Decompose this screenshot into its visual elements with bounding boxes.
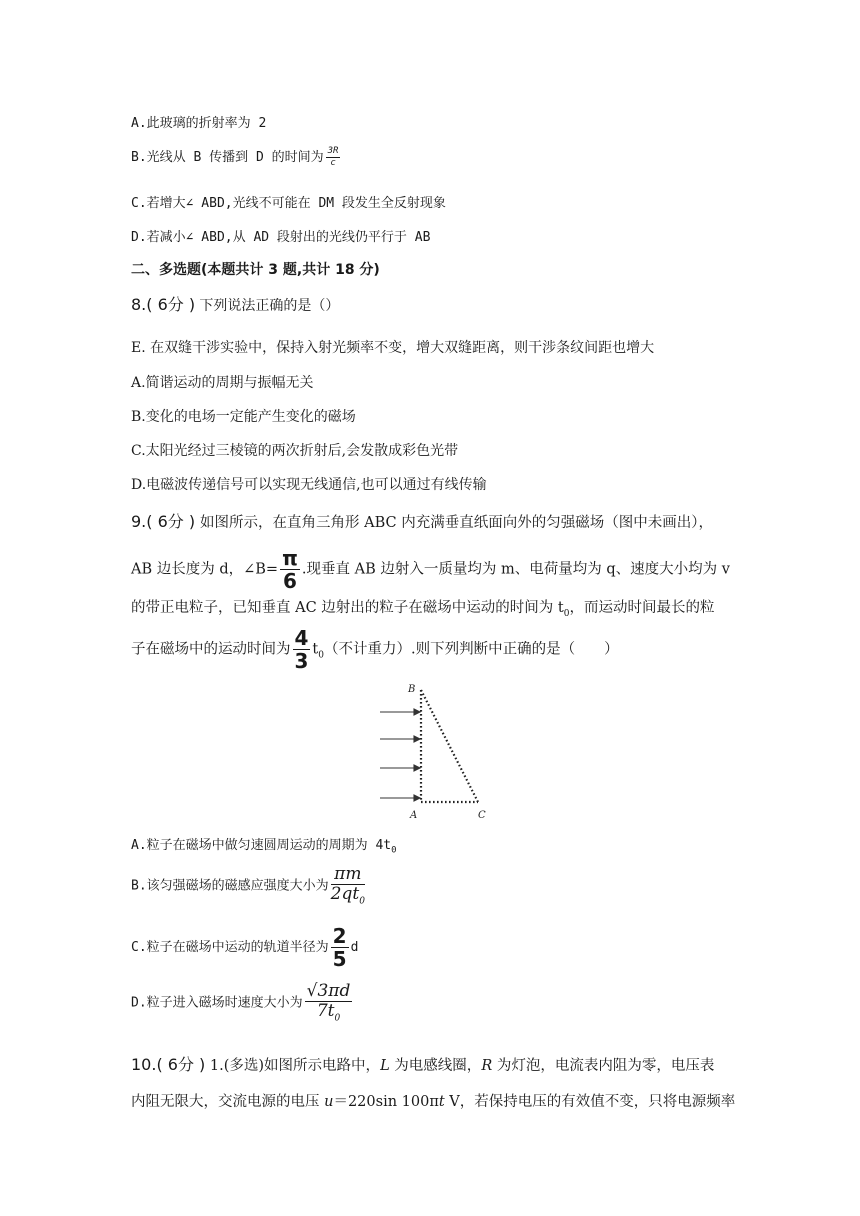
arrow-head <box>414 736 420 742</box>
question-number: 10. <box>131 1055 157 1074</box>
triangle-figure <box>370 680 510 822</box>
side-bc <box>421 690 478 802</box>
arrow-head <box>414 795 420 801</box>
arrow-head <box>414 709 420 715</box>
q7-option-a: A.此玻璃的折射率为 2 <box>131 116 267 131</box>
q9-line-1: 9.( 6分 ) 如图所示，在直角三角形 ABC 内充满垂直纸面向外的匀强磁场（图中未画出）， <box>131 512 714 531</box>
question-number: 8. <box>131 295 147 314</box>
q7-option-c: C.若增大∠ ABD,光线不可能在 DM 段发生全反射现象 <box>131 196 446 211</box>
arrow-head <box>414 765 420 771</box>
q10-line-1: 10.( 6分 ) 1.(多选)如图所示电路中，L 为电感线圈，R 为灯泡，电流表内阻为零，电压表 <box>131 1055 715 1074</box>
fraction: $\frac{√3\pi d}{7t_0}$ <box>306 981 351 1024</box>
q7-option-b: B.光线从 B 传播到 D 的时间为 $\frac{3R}{c}$ <box>131 146 339 168</box>
q9-line-3: 的带正电粒子，已知垂直 AC 边射出的粒子在磁场中运动的时间为 $t_0$，而运动时间最长的粒 <box>131 600 715 619</box>
q8-option-e: E. 在双缝干涉实验中，保持入射光频率不变，增大双缝距离，则干涉条纹间距也增大 <box>131 340 655 356</box>
question-score: ( 6分 ) <box>146 512 196 531</box>
question-number: 9. <box>131 512 147 531</box>
q9-line-2: AB 边长度为 d，∠B= $\frac{\pi}{6}$ .现垂直 AB 边射入一质量均为 m、电荷量均为 q、速度大小均为 v <box>131 546 730 593</box>
incoming-arrows <box>380 709 420 801</box>
fraction: $\frac{\pi m}{2qt_0}$ <box>330 864 365 907</box>
q8-option-b: B.变化的电场一定能产生变化的磁场 <box>131 409 356 425</box>
q10-line-2: 内阻无限大，交流电源的电压 u＝220sin 100πt V，若保持电压的有效值不变，只将电源频率 <box>131 1094 736 1110</box>
question-score: ( 6分 ) <box>156 1055 206 1074</box>
q9-option-a: A.粒子在磁场中做匀速圆周运动的周期为 $4t_0$ <box>131 838 397 856</box>
q9-option-c: C.粒子在磁场中运动的轨道半径为 $\frac{2}{5}$ d <box>131 924 359 971</box>
q9-option-b: B.该匀强磁场的磁感应强度大小为 $\frac{\pi m}{2qt_0}$ <box>131 864 365 907</box>
q7-option-d: D.若减小∠ ABD,从 AD 段射出的光线仍平行于 AB <box>131 230 431 245</box>
section-heading: 二、多选题(本题共计 3 题,共计 18 分) <box>131 262 380 278</box>
fraction: $\frac{4}{3}$ <box>294 626 309 673</box>
q8-option-a: A.简谐运动的周期与振幅无关 <box>131 375 314 391</box>
label-c: C <box>478 810 486 821</box>
triangle-abc <box>421 690 478 802</box>
fraction: $\frac{\pi}{6}$ <box>282 546 298 593</box>
q8-option-c: C.太阳光经过三棱镜的两次折射后,会发散成彩色光带 <box>131 443 459 459</box>
label-a: A <box>410 810 418 821</box>
q8-stem: 8.( 6分 ) 下列说法正确的是（） <box>131 295 340 314</box>
fraction: $\frac{3R}{c}$ <box>327 146 339 168</box>
q9-line-4: 子在磁场中的运动时间为 $\frac{4}{3}$ $t_0$（不计重力）.则下列判断中正确的是（ ） <box>131 626 619 673</box>
q9-option-d: D.粒子进入磁场时速度大小为 $\frac{√3\pi d}{7t_0}$ <box>131 981 351 1024</box>
label-b: B <box>408 684 416 695</box>
question-score: ( 6分 ) <box>146 295 196 314</box>
fraction: $\frac{2}{5}$ <box>332 924 347 971</box>
q8-option-d: D.电磁波传递信号可以实现无线通信,也可以通过有线传输 <box>131 477 487 493</box>
